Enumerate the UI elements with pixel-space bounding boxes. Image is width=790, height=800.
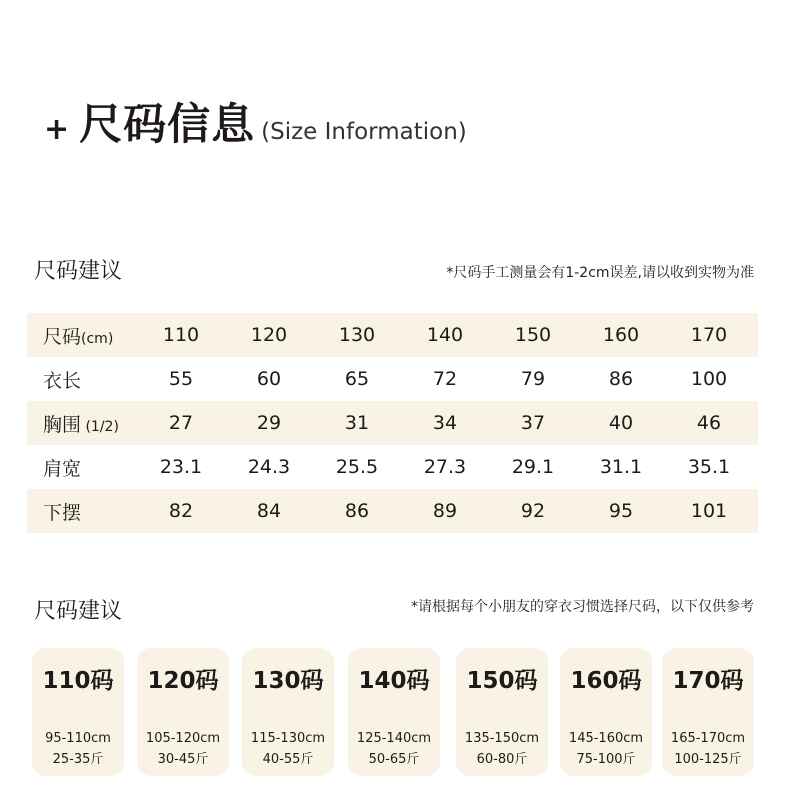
- section-note-measurement: *尺码手工测量会有1-2cm误差,请以收到实物为准: [446, 265, 754, 281]
- card-height-range: 145-160cm: [568, 731, 644, 746]
- table-cell: 72: [432, 368, 458, 390]
- section-note-reference: *请根据每个小朋友的穿衣习惯选择尺码，以下仅供参考: [411, 599, 754, 615]
- card-height-range: 95-110cm: [45, 731, 111, 746]
- table-row: [27, 313, 758, 357]
- table-cell: 82: [168, 500, 194, 522]
- table-cell: 160: [602, 324, 640, 346]
- card-weight-range: 75-100斤: [576, 752, 636, 767]
- card-size-label: 150码: [466, 668, 538, 694]
- size-card: [137, 648, 229, 776]
- table-cell: 25.5: [335, 456, 379, 478]
- table-cell: 31.1: [599, 456, 643, 478]
- table-row: [27, 445, 758, 489]
- table-cell: 89: [432, 500, 458, 522]
- table-cell: 29.1: [511, 456, 555, 478]
- table-cell: 27.3: [423, 456, 467, 478]
- table-cell: 84: [256, 500, 282, 522]
- card-size-label: 140码: [358, 668, 430, 694]
- card-size-label: 160码: [570, 668, 642, 694]
- size-card: [242, 648, 334, 776]
- table-cell: 100: [690, 368, 728, 390]
- card-weight-range: 25-35斤: [52, 752, 104, 767]
- card-size-label: 170码: [672, 668, 744, 694]
- table-cell: 86: [344, 500, 370, 522]
- page-title: 尺码信息: [79, 100, 256, 150]
- table-cell: 101: [690, 500, 728, 522]
- table-cell: 40: [608, 412, 634, 434]
- table-row: [27, 401, 758, 445]
- card-height-range: 135-150cm: [464, 731, 540, 746]
- table-row: [27, 357, 758, 401]
- card-height-range: 125-140cm: [356, 731, 432, 746]
- card-weight-range: 60-80斤: [476, 752, 528, 767]
- page-header: [44, 100, 467, 150]
- table-cell: 92: [520, 500, 546, 522]
- table-cell: 60: [256, 368, 282, 390]
- table-cell: 27: [168, 412, 194, 434]
- row-label: 肩宽: [43, 457, 82, 480]
- card-size-label: 110码: [42, 668, 114, 694]
- table-cell: 55: [168, 368, 194, 390]
- table-cell: 110: [162, 324, 200, 346]
- table-cell: 130: [338, 324, 376, 346]
- card-size-label: 130码: [252, 668, 324, 694]
- size-card: [662, 648, 754, 776]
- table-cell: 140: [426, 324, 464, 346]
- table-cell: 120: [250, 324, 288, 346]
- table-cell: 86: [608, 368, 634, 390]
- card-weight-range: 30-45斤: [157, 752, 209, 767]
- card-weight-range: 50-65斤: [368, 752, 420, 767]
- row-label: 胸围 (1/2): [43, 413, 119, 436]
- row-label: 尺码(cm): [43, 325, 114, 348]
- table-cell: 34: [432, 412, 458, 434]
- size-card: [560, 648, 652, 776]
- row-label: 下摆: [43, 501, 82, 524]
- table-cell: 24.3: [247, 456, 291, 478]
- table-cell: 150: [514, 324, 552, 346]
- section-title-size-chart: 尺码建议: [34, 259, 123, 284]
- card-height-range: 105-120cm: [145, 731, 221, 746]
- table-cell: 31: [344, 412, 370, 434]
- table-cell: 170: [690, 324, 728, 346]
- size-card: [456, 648, 548, 776]
- table-cell: 23.1: [159, 456, 203, 478]
- table-cell: 37: [520, 412, 546, 434]
- card-height-range: 115-130cm: [250, 731, 326, 746]
- table-cell: 79: [520, 368, 546, 390]
- card-size-label: 120码: [147, 668, 219, 694]
- card-weight-range: 100-125斤: [674, 752, 742, 767]
- size-table: [27, 313, 758, 533]
- row-label: 衣长: [43, 369, 82, 392]
- card-height-range: 165-170cm: [670, 731, 746, 746]
- table-cell: 35.1: [687, 456, 731, 478]
- table-cell: 46: [696, 412, 722, 434]
- table-cell: 95: [608, 500, 634, 522]
- size-card: [348, 648, 440, 776]
- plus-icon: +: [44, 112, 70, 147]
- card-weight-range: 40-55斤: [262, 752, 314, 767]
- table-row: [27, 489, 758, 533]
- table-cell: 65: [344, 368, 370, 390]
- page-subtitle: (Size Information): [261, 119, 467, 145]
- table-cell: 29: [256, 412, 282, 434]
- section-title-recommendation: 尺码建议: [34, 599, 123, 624]
- size-card: [32, 648, 124, 776]
